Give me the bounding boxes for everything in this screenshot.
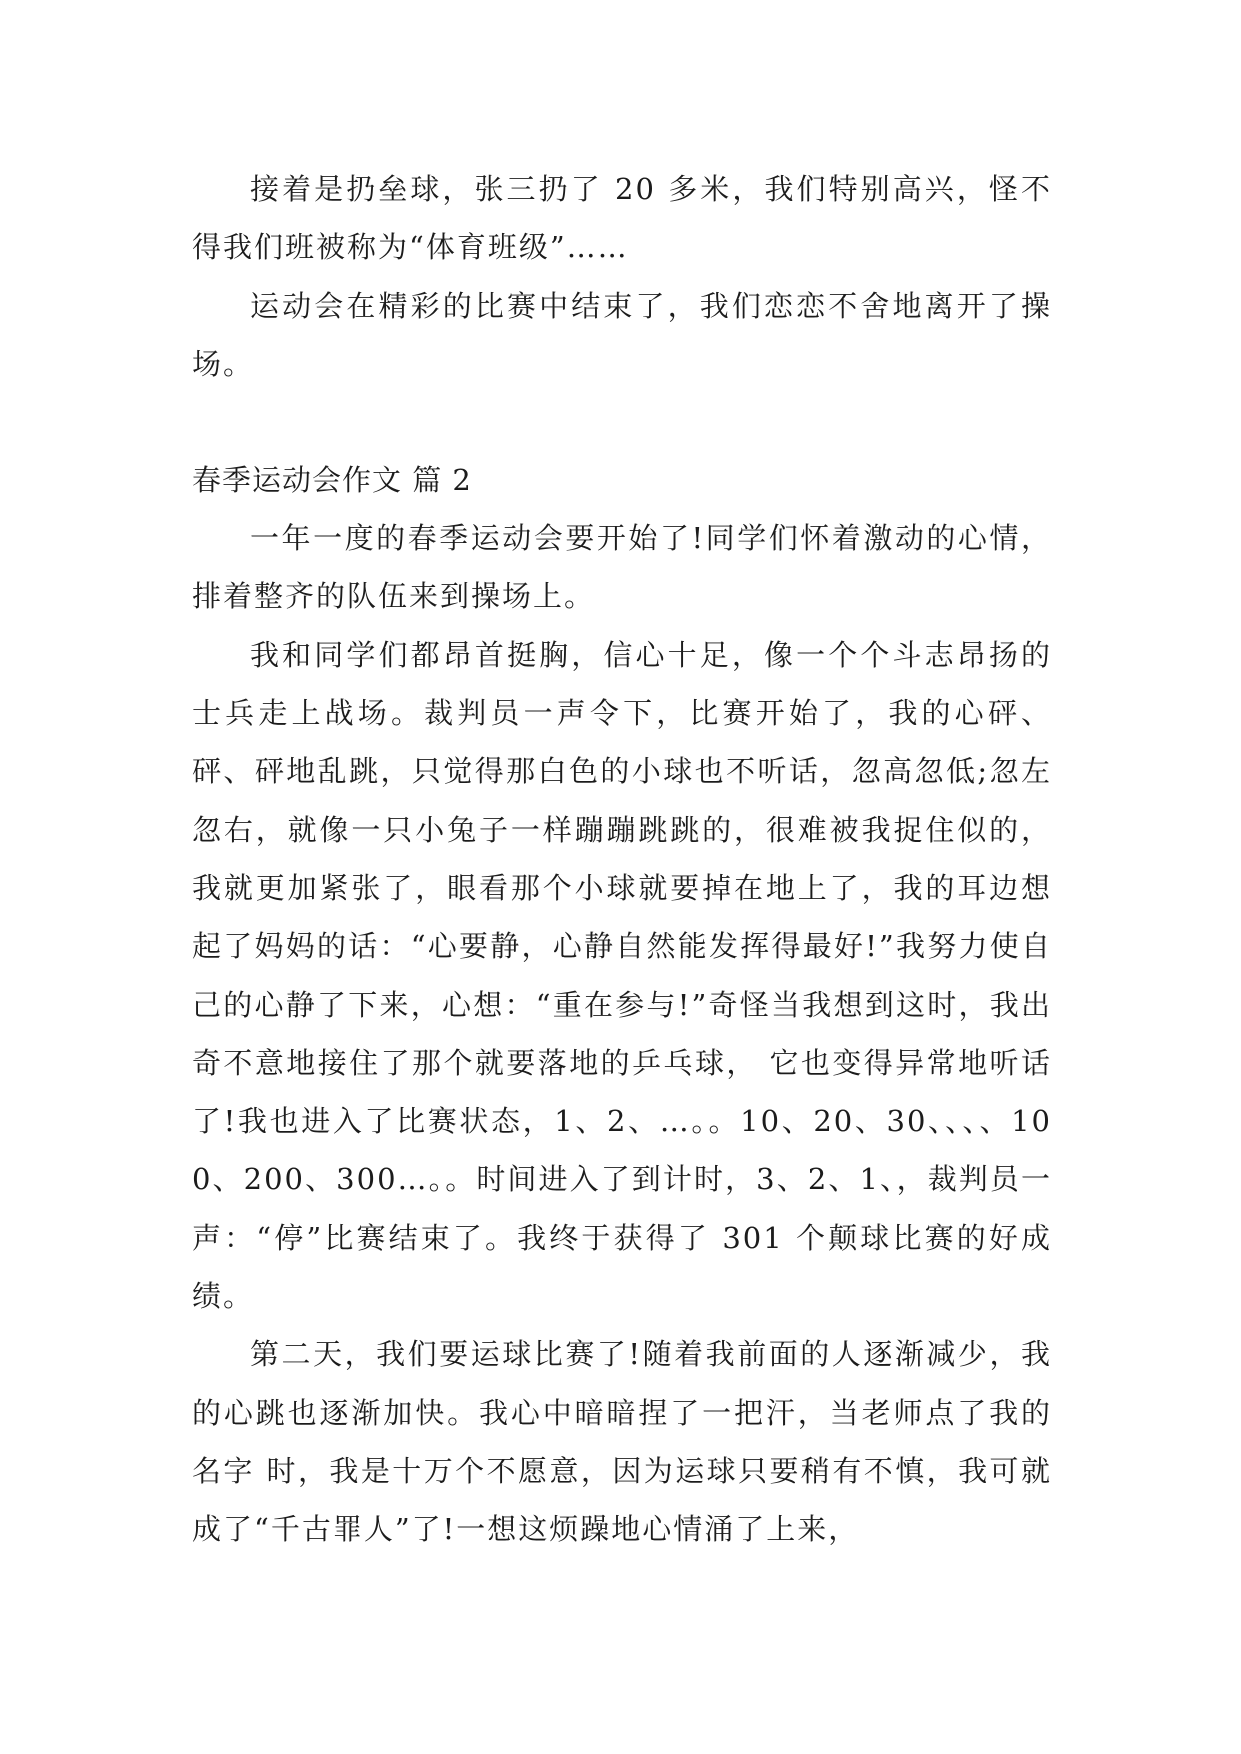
section-heading: 春季运动会作文 篇 2	[192, 463, 472, 498]
paragraph: 我和同学们都昂首挺胸，信心十足，像一个个斗志昂扬的士兵走上战场。裁判员一声令下，比赛开始了，我的心砰、砰、砰地乱跳，只觉得那白色的小球也不听话，忽高忽低;忽左忽右，就像一只小兔子一样蹦蹦跳跳的，很难被我捉住似的，我就更加紧张了，眼看那个小球就要掉在地上了，我的耳边想起了妈妈的话：“心要静，心静自然能发挥得最好!”我努力使自己的心静了下来，心想：“重在参与!”奇怪当我想到这时，我出奇不意地接住了那个就要落地的乒乓球， 它也变得异常地听话了!我也进入了比赛状态，1、2、…。。10、20、30、、、、100、200、300…。。时间进入了到计时，3、2、1、，裁判员一声：“停”比赛结束了。我终于获得了 301 个颠球比赛的好成绩。	[192, 637, 1052, 1314]
paragraph: 一年一度的春季运动会要开始了!同学们怀着激动的心情，排着整齐的队伍来到操场上。	[192, 521, 1052, 614]
section-gap	[192, 393, 1052, 451]
paragraph: 运动会在精彩的比赛中结束了，我们恋恋不舍地离开了操场。	[192, 288, 1052, 381]
document-page	[192, 160, 1052, 1559]
paragraph: 接着是扔垒球，张三扔了 20 多米，我们特别高兴，怪不得我们班被称为“体育班级”……	[192, 172, 1052, 265]
paragraph: 第二天，我们要运球比赛了!随着我前面的人逐渐减少，我的心跳也逐渐加快。我心中暗暗捏了一把汗，当老师点了我的名字 时，我是十万个不愿意，因为运球只要稍有不慎，我可就成了“千古罪人”了!一想这烦躁地心情涌了上来，	[192, 1337, 1052, 1547]
